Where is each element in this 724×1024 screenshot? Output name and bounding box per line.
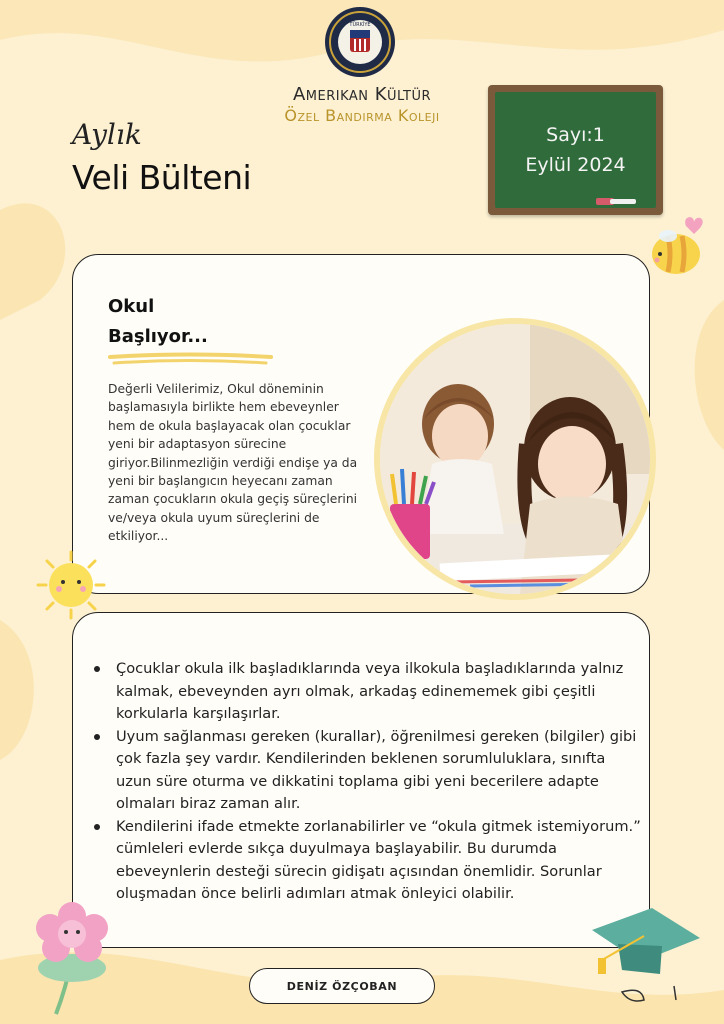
- chalkboard: [488, 85, 663, 215]
- issue-number: Sayı:1: [546, 124, 605, 146]
- svg-text:TÜRKİYE: TÜRKİYE: [349, 22, 371, 28]
- list-item: Uyum sağlanması gereken (kurallar), öğrenilmesi gereken (bilgiler) gibi çok fazla şey vardır. Kendilerinden beklenen sorumluluklara, sınıfta uzun süre oturma ve dikkatini toplama gibi yeni becerilere adapte olmaları biraz zaman alır.: [92, 726, 642, 816]
- monthly-label: Aylık: [72, 118, 142, 151]
- school-subtitle: Özel Bandırma Koleji: [284, 106, 440, 125]
- author-name-badge: DENİZ ÖZÇOBAN: [249, 968, 435, 1004]
- school-seal-logo: [324, 6, 396, 78]
- list-item: Çocuklar okula ilk başladıklarında veya ilkokula başladıklarında yalnız kalmak, ebeveynden ayrı olmak, arkadaş edinememek gibi çeşitli korkularla karşılaşırlar.: [92, 658, 642, 726]
- list-item: Kendilerini ifade etmekte zorlanabilirler ve “okula gitmek istemiyorum.” cümleleri evlerde sıkça duyulmaya başlayabilir. Bu durumda ebeveynlerin desteği sürecin gidişatı açısından önemlidir. Sorunlar oluşmadan önce belirli adımları atmak önleyici olabilir.: [92, 816, 642, 906]
- intro-text: Değerli Velilerimiz, Okul döneminin başlamasıyla birlikte hem ebeveynler hem de okula başlayacak olan çocuklar yeni bir adaptasyon sürecine giriyor.Bilinmezliğin verdiği endişe ya da yeni bir başlangıcın heyecanı zaman zaman çocukların okula geçiş süreçlerini ve/veya okula uyum süreçlerini de etkiliyor...: [108, 382, 358, 544]
- school-name: Amerikan Kültür: [292, 84, 431, 105]
- tips-list: [92, 658, 642, 906]
- graduation-cap-icon: [582, 900, 702, 1010]
- bulletin-title: Veli Bülteni: [72, 158, 252, 197]
- sun-icon: [36, 550, 106, 620]
- section-title: Okul Başlıyor...: [108, 296, 208, 347]
- chalk-icon: [610, 199, 636, 204]
- children-drawing-photo: [374, 318, 656, 600]
- title-underline: [108, 352, 273, 366]
- bee-icon: [646, 214, 708, 278]
- chalkboard-surface: [495, 92, 656, 208]
- issue-date: Eylül 2024: [525, 154, 626, 176]
- flower-icon: [26, 898, 118, 1016]
